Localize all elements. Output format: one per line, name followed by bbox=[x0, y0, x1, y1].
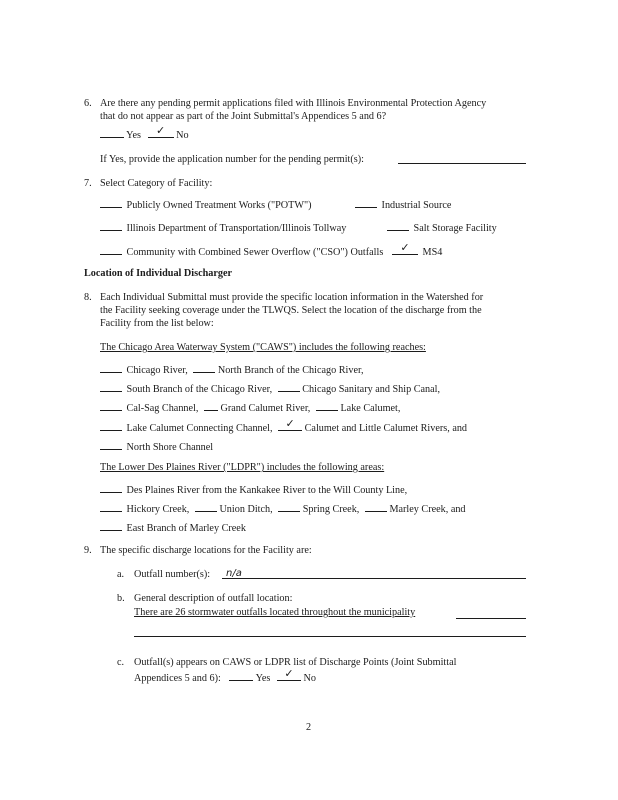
ldpr-blank[interactable] bbox=[195, 501, 217, 512]
caws-blank[interactable] bbox=[100, 439, 122, 450]
q9c-marker: c. bbox=[117, 657, 125, 668]
ldpr-blank[interactable] bbox=[365, 501, 387, 512]
q9-text: The specific discharge locations for the Facility are: bbox=[100, 545, 312, 556]
q7-industrial-label: Industrial Source bbox=[381, 200, 452, 211]
caws-blank[interactable] bbox=[100, 362, 122, 373]
caws-row-5 bbox=[100, 439, 213, 454]
caws-blank[interactable] bbox=[278, 381, 300, 392]
caws-heading: The Chicago Area Waterway System ("CAWS") includes the following reaches: bbox=[100, 342, 426, 353]
caws-blank[interactable] bbox=[100, 381, 122, 392]
q7-option-salt[interactable] bbox=[387, 220, 497, 235]
q7-option-potw[interactable] bbox=[100, 197, 312, 212]
ldpr-row-1 bbox=[100, 482, 407, 497]
q7-potw-label: Publicly Owned Treatment Works ("POTW") bbox=[126, 200, 312, 211]
check-mark-icon: ✓ bbox=[400, 242, 410, 254]
q9a-value[interactable]: n/a bbox=[226, 568, 242, 579]
caws-row-1 bbox=[100, 362, 364, 377]
q7-option-ms4[interactable] bbox=[392, 244, 442, 259]
ldpr-heading: The Lower Des Plaines River ("LDPR") includes the following areas: bbox=[100, 462, 385, 473]
q7-idot-label: Illinois Department of Transportation/Illinois Tollway bbox=[126, 223, 347, 234]
check-mark-icon: ✓ bbox=[284, 668, 294, 680]
q6-yes-blank[interactable] bbox=[100, 127, 124, 138]
caws-blank[interactable] bbox=[100, 400, 122, 411]
caws-label: Chicago River, bbox=[126, 365, 188, 376]
ldpr-blank[interactable] bbox=[100, 520, 122, 531]
caws-blank[interactable] bbox=[193, 362, 215, 373]
q8-number: 8. bbox=[84, 292, 92, 303]
q7-option-industrial[interactable] bbox=[355, 197, 451, 212]
ldpr-label: East Branch of Marley Creek bbox=[126, 523, 246, 534]
q8-text-line3: Facility from the list below: bbox=[100, 318, 214, 329]
caws-label: Lake Calumet Connecting Channel, bbox=[126, 423, 273, 434]
ldpr-blank[interactable] bbox=[278, 501, 300, 512]
q7-idot-blank[interactable] bbox=[100, 220, 122, 231]
q7-ms4-blank[interactable] bbox=[392, 244, 418, 255]
q7-salt-label: Salt Storage Facility bbox=[413, 223, 497, 234]
q7-ms4-label: MS4 bbox=[422, 247, 443, 258]
q9c-no-blank[interactable] bbox=[277, 670, 301, 681]
q9c-yes-label: Yes bbox=[255, 673, 271, 684]
q9c-yes-blank[interactable] bbox=[229, 670, 253, 681]
ldpr-label: Union Ditch, bbox=[219, 504, 273, 515]
caws-row-2 bbox=[100, 381, 440, 396]
caws-label: Grand Calumet River, bbox=[220, 403, 311, 414]
caws-label: North Shore Channel bbox=[126, 442, 214, 453]
ldpr-label: Spring Creek, bbox=[302, 504, 360, 515]
q7-salt-blank[interactable] bbox=[387, 220, 409, 231]
check-mark-icon: ✓ bbox=[155, 125, 166, 137]
q6-text-line2: that do not appear as part of the Joint Submittal's Appendices 5 and 6? bbox=[100, 111, 387, 122]
ldpr-label: Des Plaines River from the Kankakee River to the Will County Line, bbox=[126, 485, 408, 496]
page-number: 2 bbox=[306, 722, 312, 733]
q7-potw-blank[interactable] bbox=[100, 197, 122, 208]
q8-text-line1: Each Individual Submittal must provide the specific location information in the Watershed for bbox=[100, 292, 484, 303]
q9a-marker: a. bbox=[117, 569, 125, 580]
caws-blank[interactable] bbox=[100, 420, 122, 431]
caws-label: Chicago Sanitary and Ship Canal, bbox=[302, 384, 441, 395]
caws-label: Lake Calumet, bbox=[340, 403, 401, 414]
caws-row-3 bbox=[100, 400, 400, 415]
q9c-no-label: No bbox=[303, 673, 316, 684]
q7-option-idot[interactable] bbox=[100, 220, 346, 235]
ldpr-row-3 bbox=[100, 520, 246, 535]
ldpr-blank[interactable] bbox=[100, 482, 122, 493]
q9b-field-line-2[interactable] bbox=[134, 636, 526, 637]
q6-no-label: No bbox=[176, 130, 189, 141]
q6-no-blank[interactable] bbox=[148, 127, 174, 138]
q6-application-number-field[interactable] bbox=[398, 163, 526, 164]
ldpr-label: Hickory Creek, bbox=[126, 504, 190, 515]
q9b-field-line-1 bbox=[456, 618, 526, 619]
q6-if-yes-label: If Yes, provide the application number for the pending permit(s): bbox=[100, 154, 364, 165]
check-mark-icon: ✓ bbox=[285, 418, 295, 430]
q7-option-cso[interactable] bbox=[100, 244, 383, 259]
q9c-line1: Outfall(s) appears on CAWS or LDPR list of Discharge Points (Joint Submittal bbox=[134, 657, 457, 668]
q9c-line2-row bbox=[134, 670, 316, 685]
q6-answer-row bbox=[100, 127, 189, 142]
ldpr-label: Marley Creek, and bbox=[389, 504, 466, 515]
q9b-marker: b. bbox=[117, 593, 125, 604]
caws-label: North Branch of the Chicago River, bbox=[217, 365, 364, 376]
q9a-label: Outfall number(s): bbox=[134, 569, 211, 580]
q7-text: Select Category of Facility: bbox=[100, 178, 213, 189]
q6-yes-label: Yes bbox=[126, 130, 141, 141]
q6-text-line1: Are there any pending permit applications filed with Illinois Environmental Protection Agency bbox=[100, 98, 487, 109]
caws-row-4 bbox=[100, 420, 467, 435]
q6-number: 6. bbox=[84, 98, 92, 109]
section-heading: Location of Individual Discharger bbox=[84, 268, 233, 279]
q7-number: 7. bbox=[84, 178, 92, 189]
ldpr-row-2 bbox=[100, 501, 466, 516]
q9-number: 9. bbox=[84, 545, 92, 556]
q9a-field-line bbox=[222, 578, 526, 579]
q9b-label: General description of outfall location: bbox=[134, 593, 293, 604]
caws-blank[interactable] bbox=[316, 400, 338, 411]
caws-label: South Branch of the Chicago River, bbox=[126, 384, 273, 395]
caws-label: Cal-Sag Channel, bbox=[126, 403, 199, 414]
caws-blank[interactable] bbox=[204, 400, 218, 411]
q8-text-line2: the Facility seeking coverage under the TLWQS. Select the location of the discharge from the bbox=[100, 305, 482, 316]
q7-cso-label: Community with Combined Sewer Overflow ("CSO") Outfalls bbox=[126, 247, 384, 258]
q9b-value[interactable]: There are 26 stormwater outfalls located throughout the municipality bbox=[134, 607, 416, 618]
ldpr-blank[interactable] bbox=[100, 501, 122, 512]
q9c-line2: Appendices 5 and 6): bbox=[134, 673, 221, 684]
q7-cso-blank[interactable] bbox=[100, 244, 122, 255]
q7-industrial-blank[interactable] bbox=[355, 197, 377, 208]
caws-label: Calumet and Little Calumet Rivers, and bbox=[304, 423, 468, 434]
caws-blank[interactable] bbox=[278, 420, 302, 431]
